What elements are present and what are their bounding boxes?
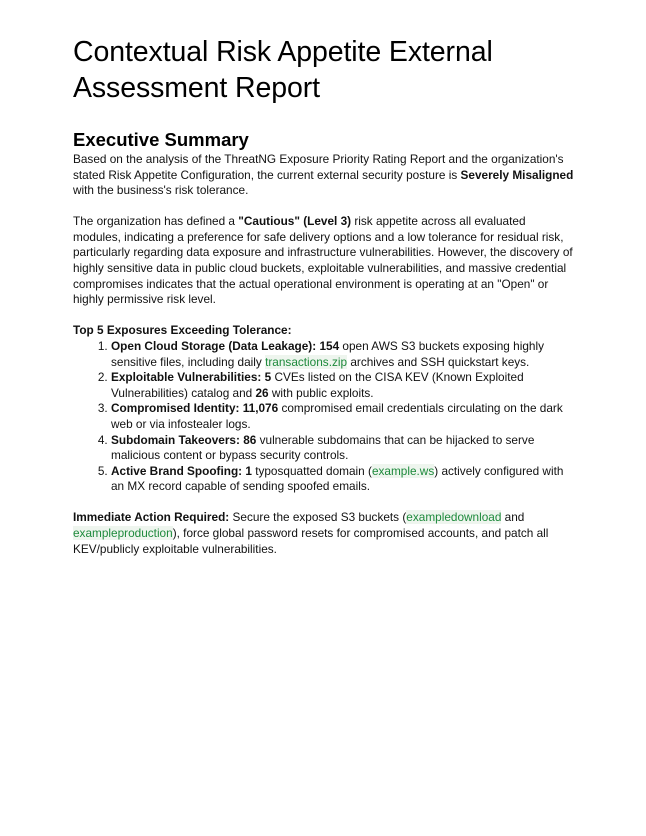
item-label: Exploitable Vulnerabilities: (111, 370, 265, 385)
action-text: and (501, 510, 525, 525)
item-count: 26 (255, 385, 269, 400)
item-label: Open Cloud Storage (Data Leakage): (111, 338, 320, 353)
immediate-action-paragraph (73, 510, 574, 557)
item-count: 1 (245, 463, 252, 478)
list-item (111, 370, 574, 401)
executive-summary-heading: Executive Summary (73, 129, 249, 150)
summary-text: risk appetite across all evaluated modules, indicating a preference for safe delivery options and a low tolerance for residual risk, particularly regarding data exposure and infrastructure vulnerabilities. However, the discovery of highly sensitive data in public cloud buckets, exploitable vulnerabilities, and massive credential compromises indicates that the actual operational environment is operating at an "Open" or highly permissive risk level. (73, 214, 573, 307)
action-label: Immediate Action Required: (73, 510, 230, 525)
item-text: vulnerable subdomains that can be hijacked to serve malicious content or bypass security controls. (111, 432, 535, 463)
item-text: CVEs listed on the CISA KEV (Known Exploited Vulnerabilities) catalog and (111, 370, 524, 400)
transactions-zip-link[interactable]: transactions.zip (265, 354, 348, 369)
item-text: open AWS S3 buckets exposing highly sensitive files, including daily (111, 338, 544, 369)
summary-text: The organization has defined a (73, 214, 239, 229)
example-ws-link[interactable]: example.ws (371, 463, 435, 478)
item-count: 154 (319, 338, 340, 353)
list-item (111, 433, 574, 464)
item-count: 86 (243, 432, 257, 447)
item-label: Compromised Identity: (111, 401, 243, 416)
item-count: 5 (264, 370, 272, 385)
list-item (111, 339, 574, 370)
item-text: with public exploits. (268, 385, 374, 400)
item-text: archives and SSH quickstart keys. (347, 354, 530, 369)
summary-text: Based on the analysis of the ThreatNG Exposure Priority Rating Report and the organization's stated Risk Appetite Configuration, the current external security posture is (73, 152, 564, 182)
summary-text: with the business's risk tolerance. (73, 183, 249, 198)
item-label: Subdomain Takeovers: (111, 432, 244, 447)
list-item (111, 464, 574, 495)
item-text: typosquatted domain ( (251, 463, 372, 478)
misaligned-emphasis: Severely Misaligned (460, 167, 574, 182)
action-text: Secure the exposed S3 buckets ( (229, 510, 407, 525)
item-text: compromised email credentials circulating on the dark web or via infostealer logs. (111, 401, 563, 431)
summary-paragraph-2 (73, 214, 574, 308)
report-title: Contextual Risk Appetite External Assessment Report (73, 36, 493, 104)
item-count: 11,076 (242, 401, 279, 416)
item-label: Active Brand Spoofing: (111, 463, 246, 478)
exampledownload-link[interactable]: exampledownload (406, 510, 502, 525)
list-item (111, 401, 574, 432)
action-text: ), force global password resets for compromised accounts, and patch all KEV/publicly exploitable vulnerabilities. (73, 525, 549, 556)
item-text: ) actively configured with an MX record capable of sending spoofed emails. (111, 463, 564, 494)
exampleproduction-link[interactable]: exampleproduction (73, 525, 173, 540)
top5-heading: Top 5 Exposures Exceeding Tolerance: (73, 323, 292, 338)
cautious-emphasis: "Cautious" (Level 3) (238, 214, 352, 229)
top5-list (73, 339, 574, 495)
summary-paragraph-1 (73, 152, 574, 199)
